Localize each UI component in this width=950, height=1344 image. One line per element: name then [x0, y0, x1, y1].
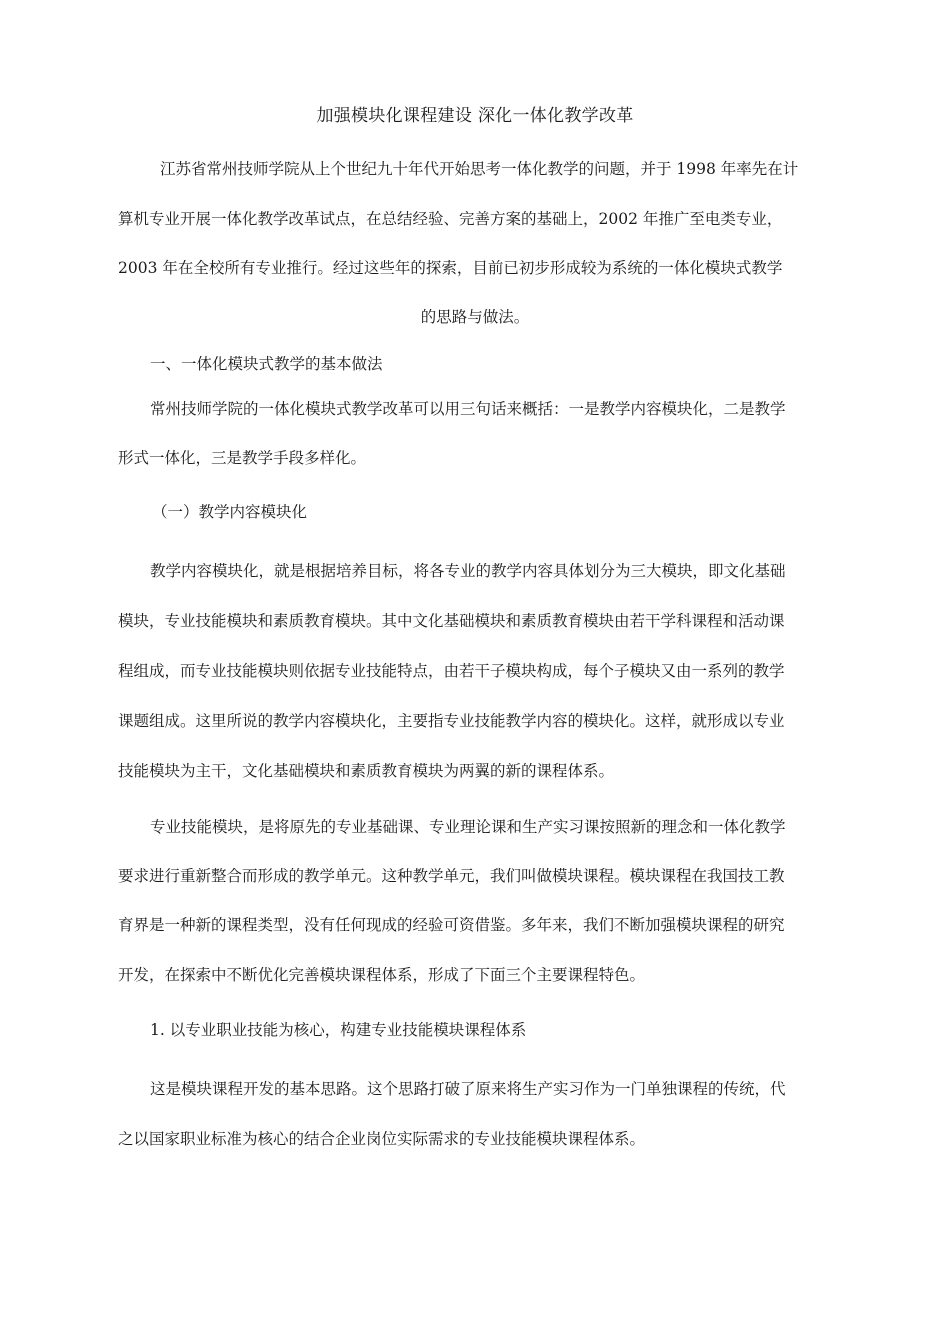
item-para-line-1: 这是模块课程开发的基本思路。这个思路打破了原来将生产实习作为一门单独课程的传统，代	[150, 1080, 786, 1098]
item-heading: 1. 以专业职业技能为核心，构建专业技能模块课程体系	[150, 1021, 527, 1039]
intro-line-3: 2003 年在全校所有专业推行。经过这些年的探索，目前已初步形成较为系统的一体化模块式教学	[118, 259, 783, 277]
sub-para1-line-1: 教学内容模块化，就是根据培养目标，将各专业的教学内容具体划分为三大模块，即文化基础	[150, 562, 786, 580]
subsection-heading: （一）教学内容模块化	[152, 503, 308, 521]
sub-para1-line-5: 技能模块为主干，文化基础模块和素质教育模块为两翼的新的课程体系。	[118, 762, 615, 780]
section-para-line-1: 常州技师学院的一体化模块式教学改革可以用三句话来概括：一是教学内容模块化，二是教学	[150, 400, 786, 418]
section-heading: 一、一体化模块式教学的基本做法	[150, 355, 383, 373]
item-para-line-2: 之以国家职业标准为核心的结合企业岗位实际需求的专业技能模块课程体系。	[118, 1130, 646, 1148]
sub-para1-line-3: 程组成，而专业技能模块则依据专业技能特点，由若干子模块构成，每个子模块又由一系列的教学	[118, 662, 785, 680]
intro-line-4: 的思路与做法。	[420, 308, 530, 326]
sub-para2-line-4: 开发，在探索中不断优化完善模块课程体系，形成了下面三个主要课程特色。	[118, 966, 646, 984]
intro-line-2: 算机专业开展一体化教学改革试点，在总结经验、完善方案的基础上，2002 年推广至电类专业，	[118, 210, 783, 228]
sub-para1-line-2: 模块，专业技能模块和素质教育模块。其中文化基础模块和素质教育模块由若干学科课程和活动课	[118, 612, 785, 630]
sub-para1-line-4: 课题组成。这里所说的教学内容模块化，主要指专业技能教学内容的模块化。这样，就形成以专业	[118, 712, 785, 730]
document-title: 加强模块化课程建设 深化一体化教学改革	[316, 106, 634, 126]
sub-para2-line-2: 要求进行重新整合而形成的教学单元。这种教学单元，我们叫做模块课程。模块课程在我国技工教	[118, 867, 785, 885]
section-para-line-2: 形式一体化，三是教学手段多样化。	[118, 449, 367, 467]
sub-para2-line-3: 育界是一种新的课程类型，没有任何现成的经验可资借鉴。多年来，我们不断加强模块课程的研究	[118, 916, 785, 934]
sub-para2-line-1: 专业技能模块，是将原先的专业基础课、专业理论课和生产实习课按照新的理念和一体化教学	[150, 818, 786, 836]
intro-line-1: 江苏省常州技师学院从上个世纪九十年代开始思考一体化教学的问题，并于 1998 年率先在计	[160, 160, 799, 178]
